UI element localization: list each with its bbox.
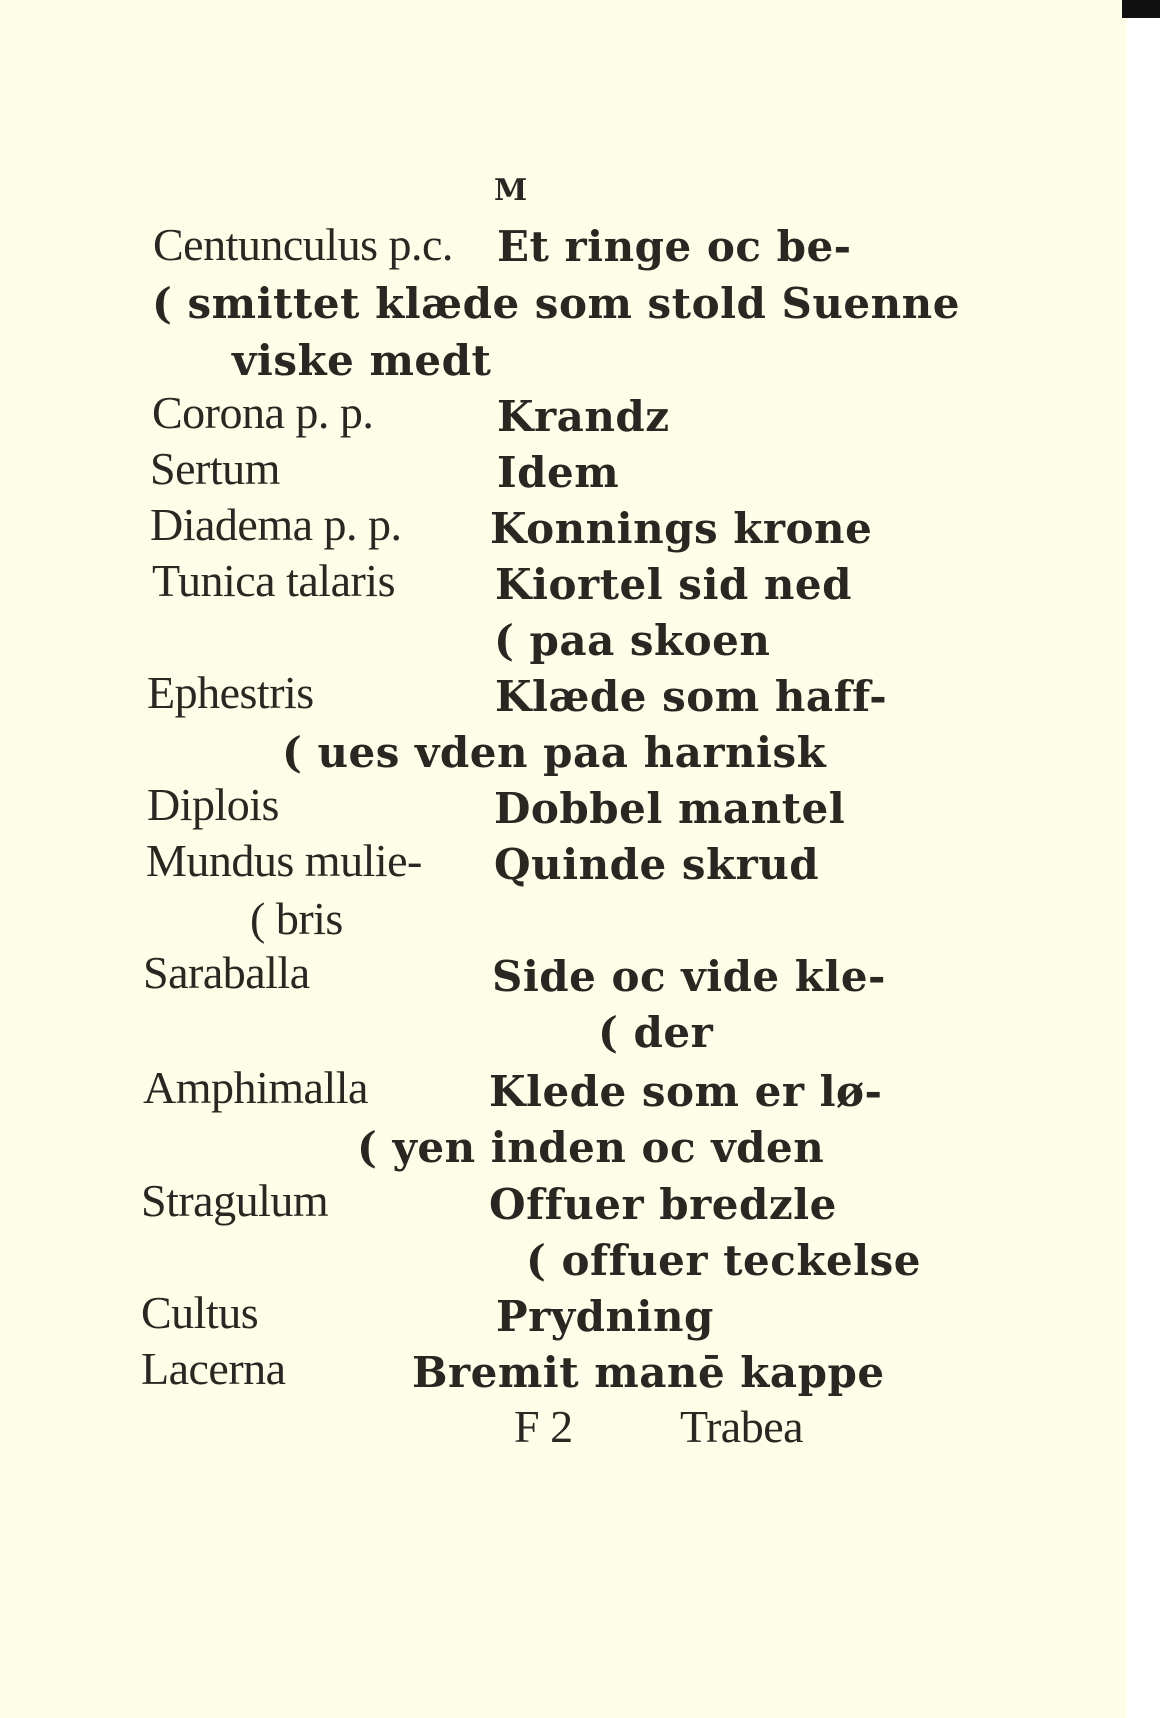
latin-term-cultus: Cultus xyxy=(141,1287,259,1338)
signature-footer: F 2 xyxy=(514,1401,573,1452)
danish-gloss-diadema: Konnings krone xyxy=(490,504,873,553)
latin-term-corona: Corona p. p. xyxy=(152,387,374,438)
continuation-line: ( offuer teckelse xyxy=(526,1236,921,1285)
latin-term-diplois: Diplois xyxy=(147,779,279,830)
danish-gloss-diplois: Dobbel mantel xyxy=(494,784,846,833)
danish-gloss-amphimalla: Klede som er lø- xyxy=(489,1067,883,1116)
latin-term-sertum: Sertum xyxy=(150,443,280,494)
danish-gloss-cultus: Prydning xyxy=(496,1292,714,1341)
continuation-line: ( yen inden oc vden xyxy=(357,1123,825,1172)
latin-term-lacerna: Lacerna xyxy=(141,1343,286,1394)
latin-term-tunica-talaris: Tunica talaris xyxy=(152,555,395,606)
latin-term-centunculus: Centunculus p.c. xyxy=(153,219,453,270)
latin-term-ephestris: Ephestris xyxy=(147,667,314,718)
latin-term-mundus-muliebris: Mundus mulie- xyxy=(146,835,422,886)
continuation-line: ( ues vden paa harnisk xyxy=(282,728,827,777)
signature-mark: M xyxy=(494,173,528,208)
continuation-line: ( bris xyxy=(250,893,343,944)
danish-gloss-ephestris: Klæde som haff- xyxy=(495,672,888,721)
continuation-line: ( smittet klæde som stold Suenne xyxy=(152,279,960,328)
latin-term-diadema: Diadema p. p. xyxy=(150,499,402,550)
danish-gloss-mundus-muliebris: Quinde skrud xyxy=(494,840,820,889)
latin-term-amphimalla: Amphimalla xyxy=(143,1062,368,1113)
danish-gloss-centunculus: Et ringe oc be- xyxy=(497,222,852,271)
danish-gloss-corona: Krandz xyxy=(497,392,670,441)
scan-edge-mark xyxy=(1122,0,1160,18)
continuation-line: ( der xyxy=(598,1008,714,1057)
danish-gloss-stragulum: Offuer bredzle xyxy=(489,1180,837,1229)
page-edge xyxy=(1127,0,1160,1718)
latin-term-saraballa: Saraballa xyxy=(143,947,310,998)
danish-gloss-tunica-talaris: Kiortel sid ned xyxy=(495,560,853,609)
danish-gloss-saraballa: Side oc vide kle- xyxy=(492,952,886,1001)
danish-gloss-sertum: Idem xyxy=(497,448,620,497)
continuation-line: viske medt xyxy=(232,336,492,385)
continuation-line: ( paa skoen xyxy=(494,616,771,665)
catchword: Trabea xyxy=(680,1401,804,1452)
danish-gloss-lacerna: Bremit manē kappe xyxy=(412,1348,885,1397)
latin-term-stragulum: Stragulum xyxy=(141,1175,329,1226)
